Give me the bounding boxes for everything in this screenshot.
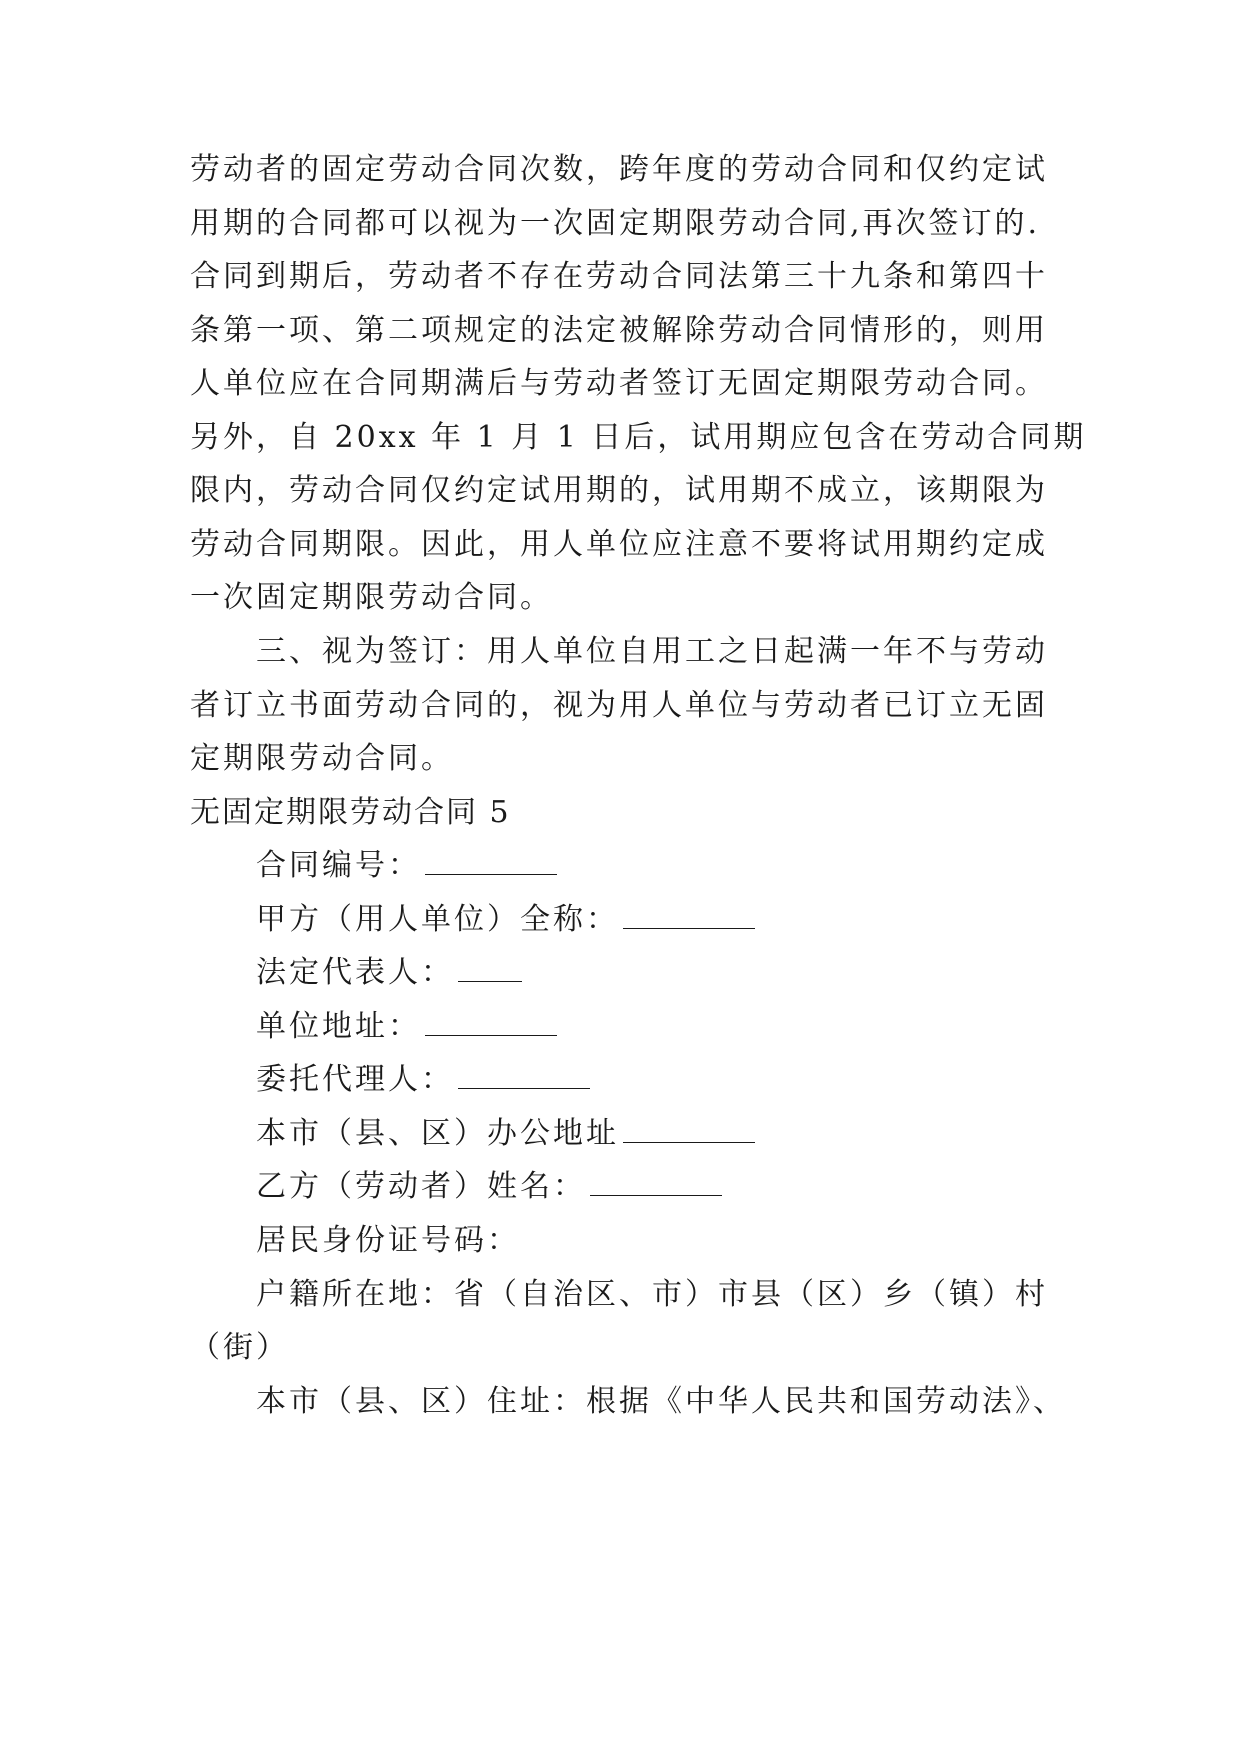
party-b-name-label: 乙方（劳动者）姓名： xyxy=(256,1169,586,1204)
body-text-line: 一次固定期限劳动合同。 xyxy=(190,580,553,615)
office-address-blank xyxy=(623,1116,755,1143)
agent-field xyxy=(256,1060,590,1100)
party-a-name-blank xyxy=(623,902,755,929)
agent-label: 委托代理人： xyxy=(256,1062,454,1097)
local-address-field xyxy=(256,1382,1066,1422)
body-text-line: 定期限劳动合同。 xyxy=(190,741,454,776)
contract-number-blank xyxy=(425,848,557,875)
body-text-line: 另外，自 20xx 年 1 月 1 日后，试用期应包含在劳动合同期 xyxy=(190,420,1087,455)
id-number-field xyxy=(256,1221,520,1261)
unit-address-label: 单位地址： xyxy=(256,1009,421,1044)
body-text-line: 劳动者的固定劳动合同次数，跨年度的劳动合同和仅约定试 xyxy=(190,152,1048,187)
household-field-continued: （街） xyxy=(190,1330,289,1365)
section-title: 无固定期限劳动合同 5 xyxy=(190,795,511,830)
legal-rep-field xyxy=(256,953,522,993)
body-text-line: 者订立书面劳动合同的，视为用人单位与劳动者已订立无固 xyxy=(190,688,1048,723)
body-text-line: 劳动合同期限。因此，用人单位应注意不要将试用期约定成 xyxy=(190,527,1048,562)
office-address-field xyxy=(256,1114,755,1154)
contract-number-field xyxy=(256,846,557,886)
office-address-label: 本市（县、区）办公地址 xyxy=(256,1116,619,1151)
party-a-name-label: 甲方（用人单位）全称： xyxy=(256,902,619,937)
legal-rep-blank xyxy=(458,955,522,982)
body-text-line: 用期的合同都可以视为一次固定期限劳动合同,再次签订的. xyxy=(190,206,1041,241)
household-field xyxy=(256,1275,1048,1315)
party-a-name-field xyxy=(256,900,755,940)
unit-address-field xyxy=(256,1007,557,1047)
body-text-line: 三、视为签订：用人单位自用工之日起满一年不与劳动 xyxy=(256,634,1048,669)
body-text-line: 合同到期后，劳动者不存在劳动合同法第三十九条和第四十 xyxy=(190,259,1048,294)
legal-rep-label: 法定代表人： xyxy=(256,955,454,990)
agent-blank xyxy=(458,1062,590,1089)
body-text-line: 人单位应在合同期满后与劳动者签订无固定期限劳动合同。 xyxy=(190,366,1048,401)
contract-number-label: 合同编号： xyxy=(256,848,421,883)
local-address-label: 本市（县、区）住址：根据《中华人民共和国劳动法》、 xyxy=(256,1384,1066,1419)
party-b-name-blank xyxy=(590,1169,722,1196)
party-b-name-field xyxy=(256,1167,722,1207)
unit-address-blank xyxy=(425,1009,557,1036)
id-number-label: 居民身份证号码： xyxy=(256,1223,520,1258)
body-text-line: 限内，劳动合同仅约定试用期的，试用期不成立，该期限为 xyxy=(190,473,1048,508)
body-text-line: 条第一项、第二项规定的法定被解除劳动合同情形的，则用 xyxy=(190,313,1048,348)
household-label: 户籍所在地：省（自治区、市）市县（区）乡（镇）村 xyxy=(256,1277,1048,1312)
